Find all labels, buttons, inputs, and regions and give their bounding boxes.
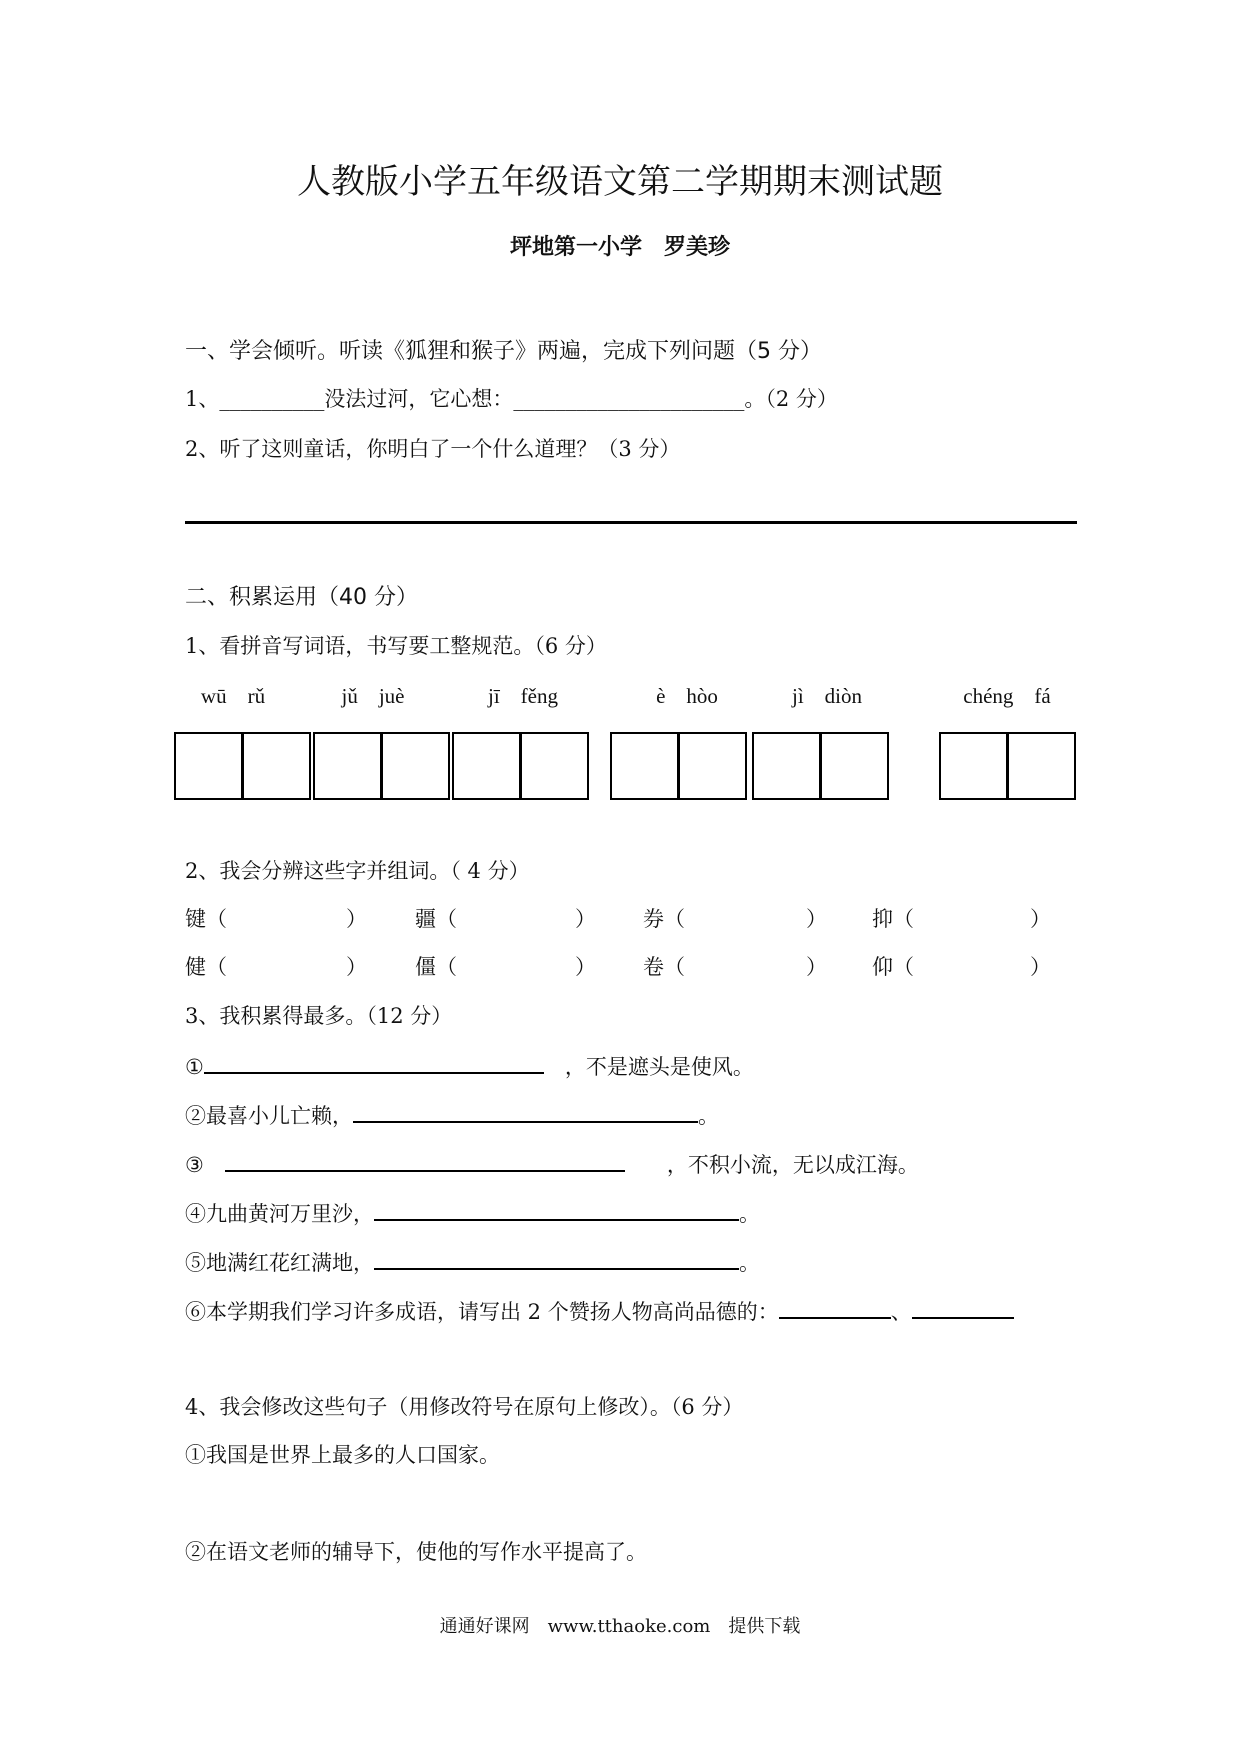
fill-blank[interactable] <box>204 1050 544 1074</box>
pinyin-label: chéng fá <box>963 684 1051 708</box>
item-text: 。 <box>698 1104 719 1128</box>
answer-line <box>185 521 1077 524</box>
page-subtitle: 坪地第一小学 罗美珍 <box>509 235 730 260</box>
q3-item-3 <box>185 1148 919 1180</box>
char-item: 仰（ <box>872 955 914 979</box>
section2-heading: 二、积累运用（40 分） <box>185 585 418 610</box>
section1-heading: 一、学会倾听。听读《狐狸和猴子》两遍，完成下列问题（5 分） <box>185 339 822 364</box>
pinyin-label: è hòo <box>656 684 718 708</box>
section1-q2: 2、听了这则童话，你明白了一个什么道理？（3 分） <box>185 437 681 461</box>
item-text: ，不是遮头是使风。 <box>564 1055 754 1079</box>
writing-box[interactable] <box>520 732 589 800</box>
writing-box[interactable] <box>820 732 889 800</box>
q3-item-5 <box>185 1246 760 1278</box>
writing-box[interactable] <box>242 732 311 800</box>
char-item-close: ） <box>346 955 367 979</box>
q4-sentence-2: ②在语文老师的辅导下，使他的写作水平提高了。 <box>185 1540 647 1564</box>
fill-blank[interactable] <box>353 1099 698 1123</box>
q3-item-6 <box>185 1295 1014 1327</box>
fill-blank[interactable] <box>779 1295 891 1319</box>
writing-box[interactable] <box>381 732 450 800</box>
item-number: ③ <box>185 1153 204 1177</box>
item-text: ，不积小流，无以成江海。 <box>666 1153 919 1177</box>
pinyin-label: jǔ juè <box>341 684 405 708</box>
fill-blank[interactable] <box>225 1148 625 1172</box>
item-text: 、 <box>890 1300 912 1324</box>
item-text: ④九曲黄河万里沙， <box>185 1202 374 1226</box>
writing-box[interactable] <box>1007 732 1076 800</box>
section2-q1: 1、看拼音写词语，书写要工整规范。（6 分） <box>185 634 607 658</box>
fill-blank[interactable] <box>374 1246 739 1270</box>
writing-box[interactable] <box>752 732 821 800</box>
pinyin-label: wū rǔ <box>200 684 266 708</box>
page-title: 人教版小学五年级语文第二学期期末测试题 <box>297 162 943 202</box>
q4-sentence-1: ①我国是世界上最多的人口国家。 <box>185 1443 500 1467</box>
item-text: 。 <box>739 1251 760 1275</box>
pinyin-label: jī fěng <box>488 684 558 708</box>
char-item: 疆（ <box>415 907 457 931</box>
section2-q2: 2、我会分辨这些字并组词。（ 4 分） <box>185 859 530 883</box>
char-item-close: ） <box>1030 907 1051 931</box>
item-text: ⑥本学期我们学习许多成语，请写出 2 个赞扬人物高尚品德的： <box>185 1300 779 1324</box>
char-item: 键（ <box>185 907 227 931</box>
char-item-close: ） <box>806 955 827 979</box>
char-item-close: ） <box>575 955 596 979</box>
writing-box[interactable] <box>452 732 521 800</box>
char-item: 卷（ <box>643 955 685 979</box>
q3-item-4 <box>185 1197 760 1229</box>
section1-q1: 1、__________没法过河，它心想：______________________。（2 分） <box>185 387 838 411</box>
pinyin-label: jì diòn <box>791 684 862 708</box>
char-item-close: ） <box>346 907 367 931</box>
fill-blank[interactable] <box>374 1197 739 1221</box>
section2-q4: 4、我会修改这些句子（用修改符号在原句上修改）。（6 分） <box>185 1395 744 1419</box>
fill-blank[interactable] <box>912 1295 1014 1319</box>
char-item-close: ） <box>575 907 596 931</box>
item-text: 。 <box>739 1202 760 1226</box>
char-item-close: ） <box>1030 955 1051 979</box>
writing-box[interactable] <box>939 732 1008 800</box>
writing-box[interactable] <box>610 732 679 800</box>
char-item: 僵（ <box>415 955 457 979</box>
char-item: 抑（ <box>872 907 914 931</box>
writing-box[interactable] <box>678 732 747 800</box>
section2-q3: 3、我积累得最多。（12 分） <box>185 1004 453 1028</box>
item-number: ① <box>185 1055 204 1079</box>
item-text: ⑤地满红花红满地， <box>185 1251 374 1275</box>
writing-box[interactable] <box>313 732 382 800</box>
footer-credit: 通通好课网 www.tthaoke.com 提供下载 <box>439 1616 801 1637</box>
char-item: 健（ <box>185 955 227 979</box>
q3-item-2 <box>185 1099 719 1131</box>
item-text: ②最喜小儿亡赖， <box>185 1104 353 1128</box>
q3-item-1 <box>185 1050 754 1082</box>
char-item: 券（ <box>643 907 685 931</box>
char-item-close: ） <box>806 907 827 931</box>
writing-box[interactable] <box>174 732 243 800</box>
